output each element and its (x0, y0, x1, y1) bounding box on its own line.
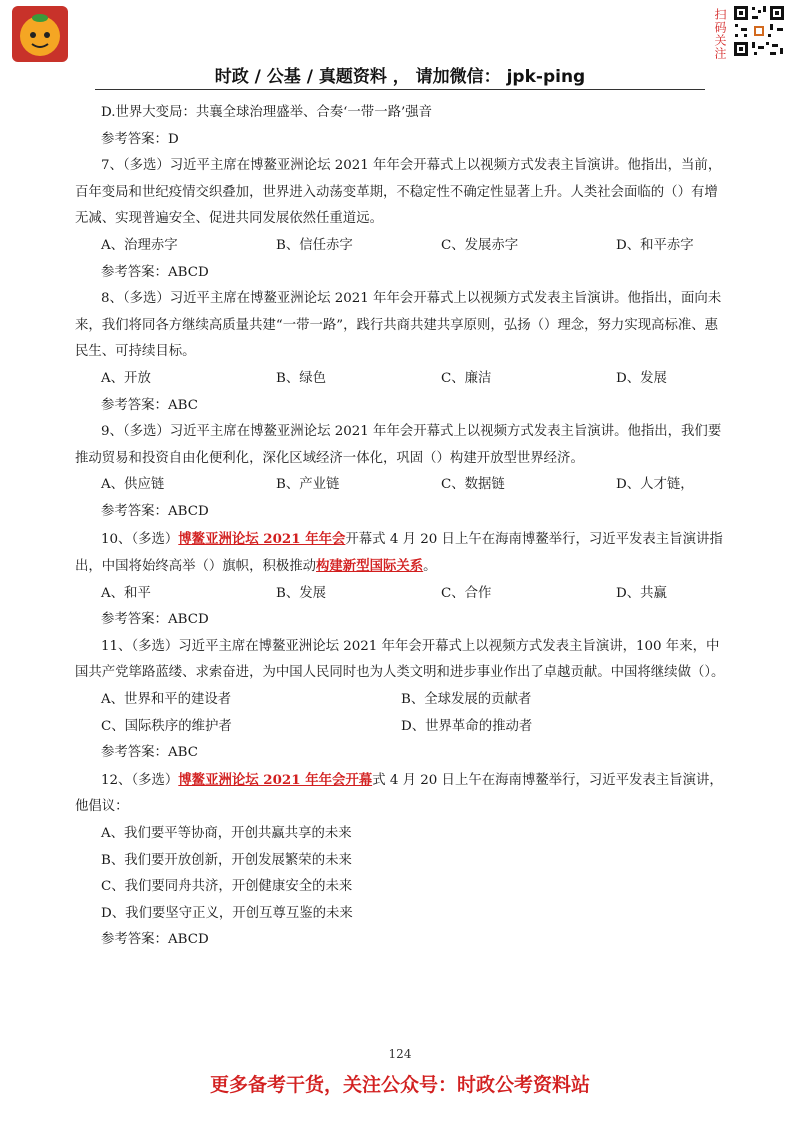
question-8-option-a: A、开放 (101, 370, 151, 386)
question-7-options (75, 233, 725, 260)
question-7-option-c: C、发展赤字 (441, 237, 519, 253)
orange-mascot-logo (12, 6, 68, 62)
page-number: 124 (388, 1047, 412, 1061)
footer-promo: 更多备考干货，关注公众号：时政公考资料站 (209, 1074, 590, 1096)
question-7-option-d: D、和平赤字 (616, 237, 694, 253)
question-11-stem: 11、（多选）习近平主席在博鳌亚洲论坛 2021 年年会开幕式上以视频方式发表主旨演讲，100 年来，中国共产党筚路蓝缕、求索奋进，为中国人民同时也为人类文明和进步事业作出了卓越贡献。中国将继续做（）。 (75, 638, 725, 681)
header-divider (95, 89, 705, 90)
question-8-option-d: D、发展 (616, 370, 667, 386)
question-8-answer: 参考答案：ABC (101, 397, 198, 413)
question-11-option-b: B、全球发展的贡献者 (401, 692, 532, 708)
question-9-stem: 9、（多选）习近平主席在博鳌亚洲论坛 2021 年年会开幕式上以视频方式发表主旨演讲。他指出，我们要推动贸易和投资自由化便利化，深化区域经济一体化，巩固（）构建开放型世界经济。 (75, 424, 722, 466)
question-12-option-a: A、我们要平等协商，开创共赢共享的未来 (101, 826, 352, 842)
question-9-answer: 参考答案：ABCD (101, 503, 209, 519)
question-11-option-d: D、世界革命的推动者 (401, 718, 533, 734)
question-12-option-b: B、我们要开放创新，开创发展繁荣的未来 (101, 852, 352, 868)
question-12-option-c: C、我们要同舟共济，开创健康安全的未来 (101, 879, 353, 895)
question-12-number: 12、（多选） (101, 772, 179, 788)
question-11-option-c: C、国际秩序的维护者 (101, 718, 232, 734)
question-10-options (75, 581, 725, 608)
question-12-stem-text: 式 4 月 20 日上午在海南博鳌举行，习近平发表主旨演讲，他倡议： (75, 772, 723, 815)
question-7-option-a: A、治理赤字 (101, 237, 178, 253)
question-12-highlight-forum: 博鳌亚洲论坛 2021 年年会开幕 (178, 771, 373, 788)
question-11-answer: 参考答案：ABC (101, 745, 198, 761)
question-12-option-d: D、我们要坚守正义，开创互尊互鉴的未来 (101, 905, 353, 921)
question-9-option-b: B、产业链 (276, 477, 340, 493)
header-title: 时政 / 公基 / 真题资料 ， 请加微信： jpk-ping (214, 67, 586, 87)
question-10-stem (75, 526, 725, 581)
question-10-answer: 参考答案：ABCD (101, 612, 209, 628)
orange-logo-icon (14, 8, 66, 60)
question-11-option-a: A、世界和平的建设者 (101, 692, 232, 708)
question-8-options (75, 366, 725, 393)
question-10-option-d: D、共赢 (616, 585, 667, 601)
question-10-highlight-relations: 构建新型国际关系 (316, 558, 424, 575)
question-7-option-b: B、信任赤字 (276, 237, 353, 253)
question-11-options-row-2 (75, 714, 725, 741)
question-6-answer: 参考答案：D (101, 131, 179, 147)
question-9-options (75, 472, 725, 499)
question-12-answer: 参考答案：ABCD (101, 932, 209, 948)
question-9-option-d: D、人才链， (616, 477, 694, 493)
question-10-number: 10、（多选） (101, 531, 179, 547)
document-body (75, 100, 725, 954)
qr-block (712, 4, 786, 60)
question-10-stem-end: 。 (423, 559, 437, 575)
qr-code-icon[interactable] (732, 4, 786, 58)
question-7-answer: 参考答案：ABCD (101, 264, 209, 280)
question-8-option-b: B、绿色 (276, 370, 327, 386)
question-7-stem: 7、（多选）习近平主席在博鳌亚洲论坛 2021 年年会开幕式上以视频方式发表主旨演讲。他指出，当前，百年变局和世纪疫情交织叠加，世界进入动荡变革期，不稳定性不确定性显著上升。人类社会面临的（）有增无减、实现普遍安全、促进共同发展依然任重道远。 (75, 158, 722, 227)
question-9-option-a: A、供应链 (101, 477, 165, 493)
question-10-option-a: A、和平 (101, 585, 151, 601)
question-9-option-c: C、数据链 (441, 477, 505, 493)
qr-label: 扫码关注 (713, 8, 727, 60)
question-6-option-d: D.世界大变局：共襄全球治理盛举、合奏‘一带一路’强音 (101, 105, 433, 120)
question-8-stem: 8、（多选）习近平主席在博鳌亚洲论坛 2021 年年会开幕式上以视频方式发表主旨演讲。他指出，面向未来，我们将同各方继续高质量共建“一带一路”，践行共商共建共享原则，弘扬（）理念，努力实现高标准、惠民生、可持续目标。 (75, 291, 722, 360)
question-10-highlight-forum: 博鳌亚洲论坛 2021 年年会 (178, 530, 346, 547)
question-11-options-row-1 (75, 687, 725, 714)
question-10-option-b: B、发展 (276, 585, 327, 601)
question-10-option-c: C、合作 (441, 585, 492, 601)
question-10-stem-text: 开幕式 4 月 20 日上午在海南博鳌举行，习近平发表主旨演讲指出，中国将始终高举（）旗帜，积极推动 (75, 531, 723, 575)
question-8-option-c: C、廉洁 (441, 370, 492, 386)
question-12-stem (75, 767, 725, 821)
